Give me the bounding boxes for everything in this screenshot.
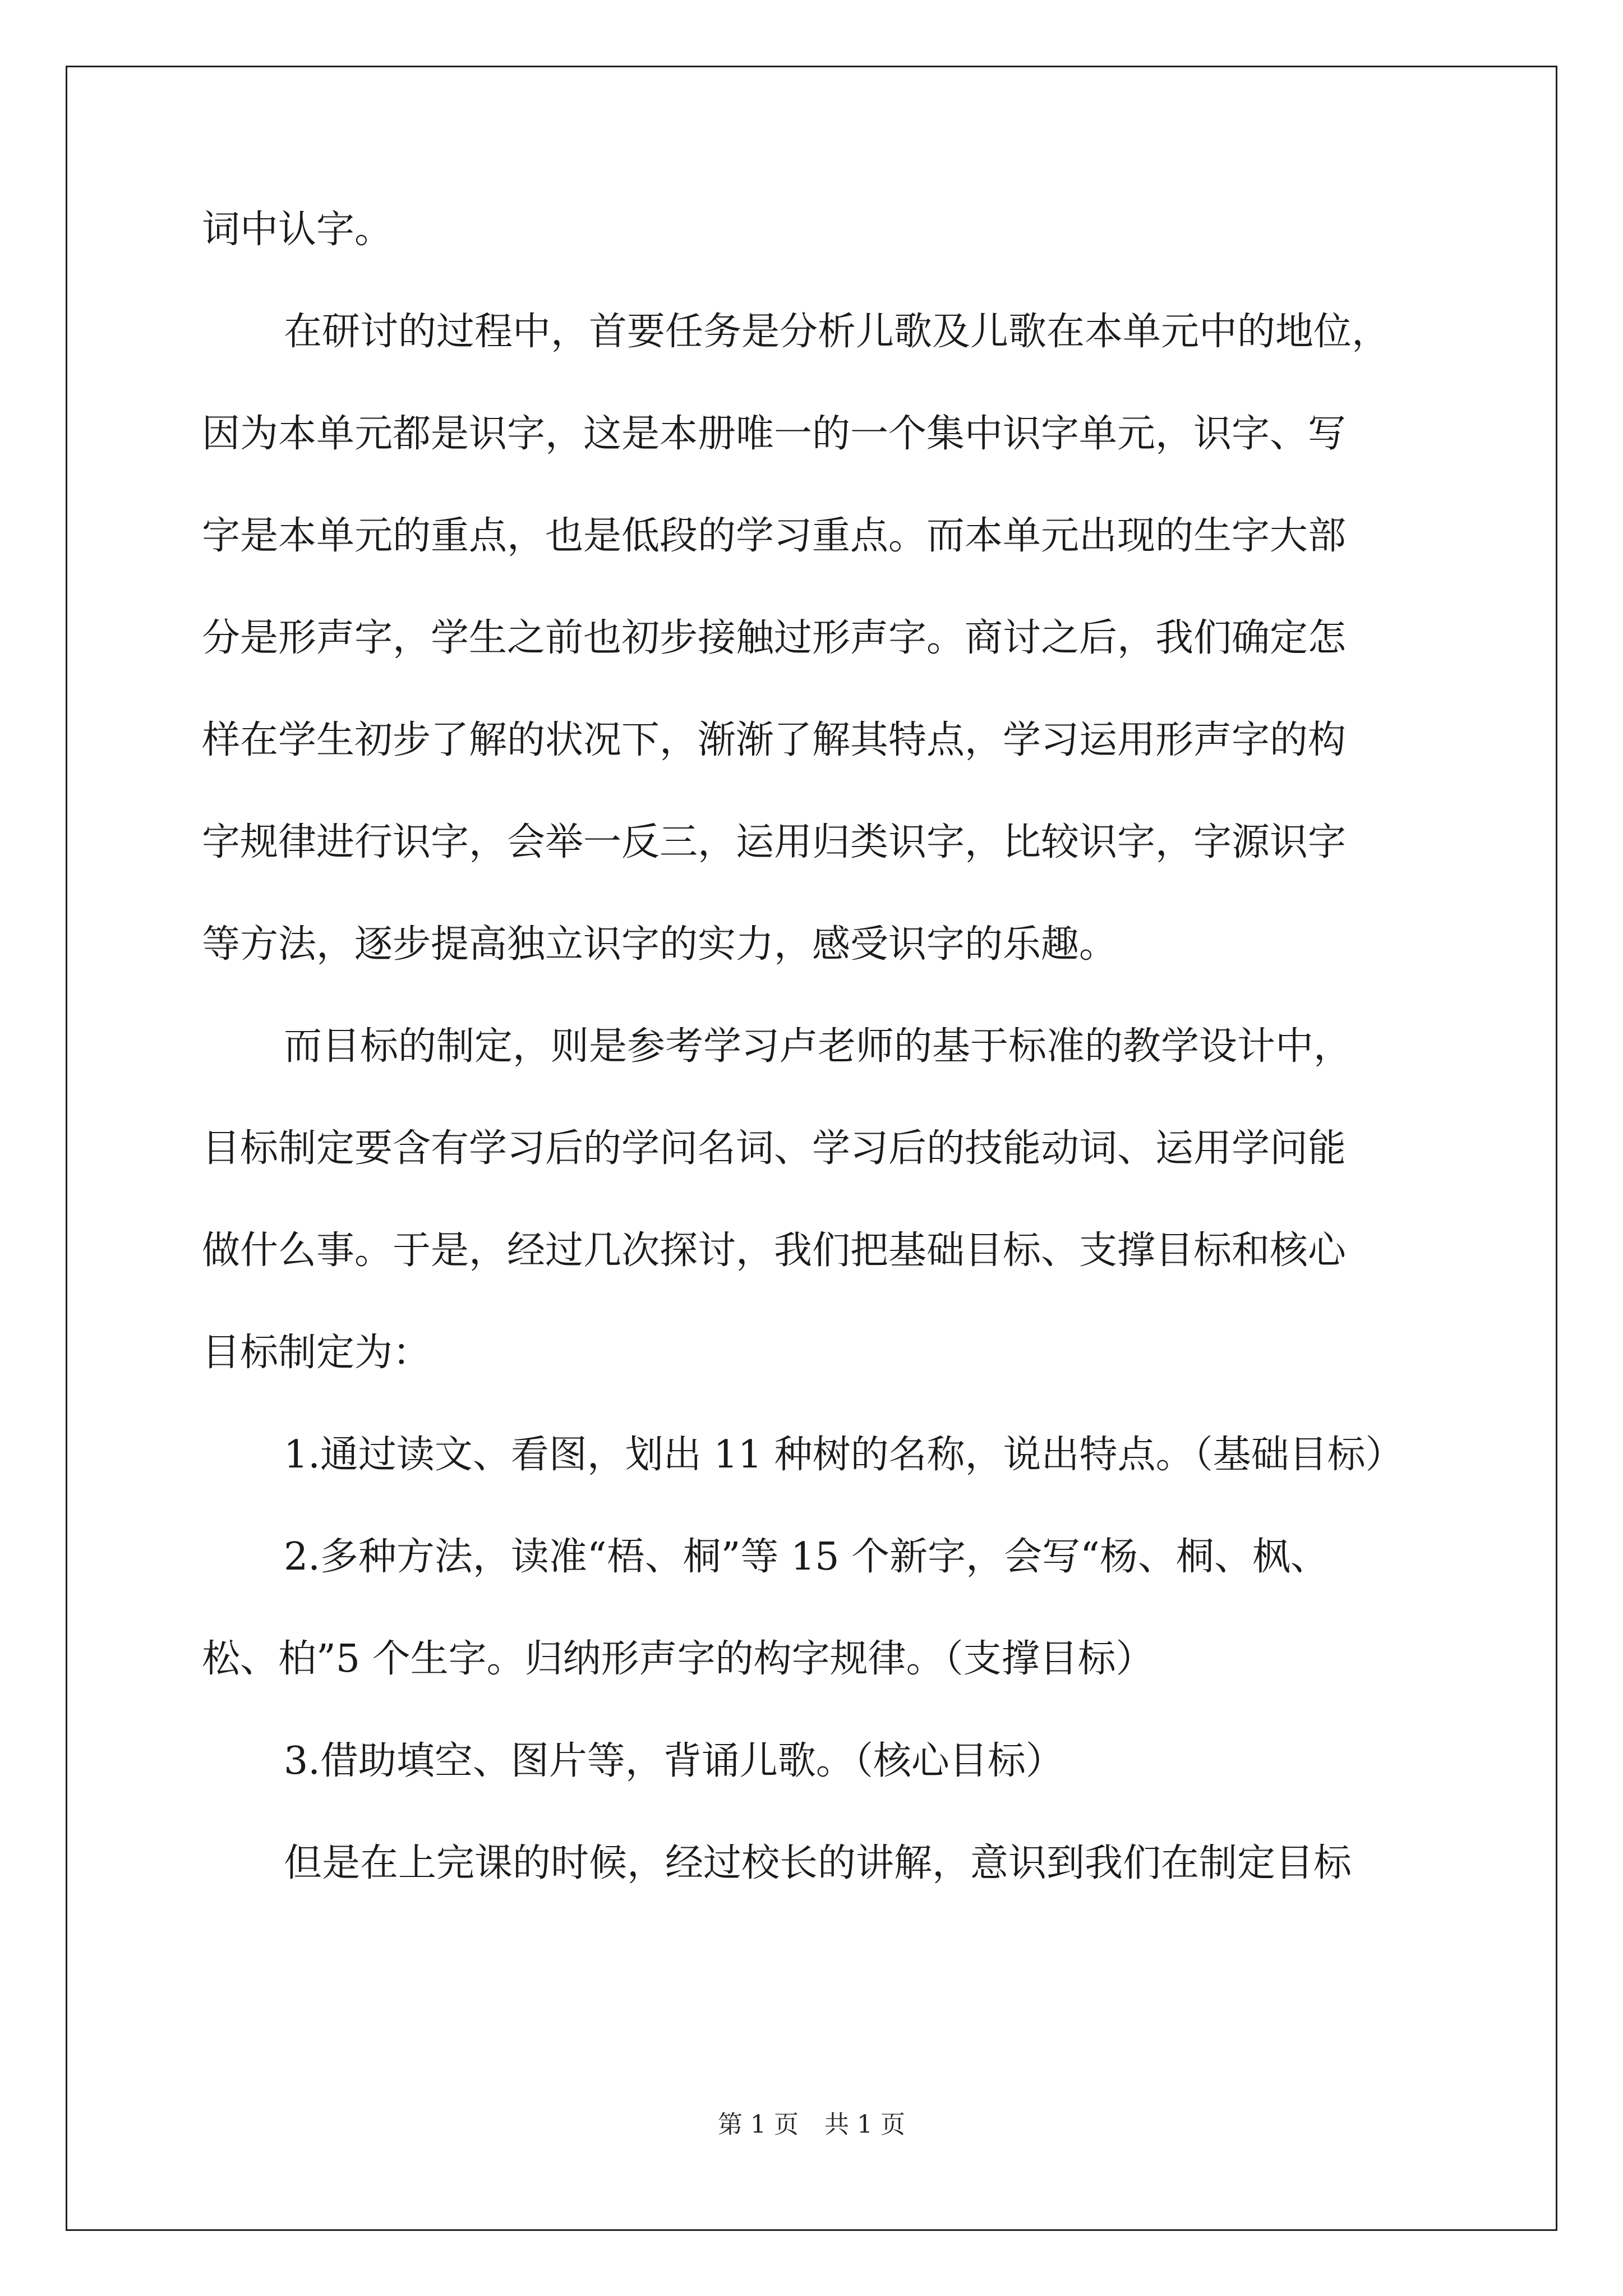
text-line: 字规律进行识字，会举一反三，运用归类识字，比较识字，字源识字: [202, 820, 1347, 864]
list-item-2: 2.多种方法，读准“梧、桐”等 15 个新字，会写“杨、桐、枫、: [284, 1535, 1329, 1579]
list-item-3: 3.借助填空、图片等，背诵儿歌。（核心目标）: [284, 1739, 1064, 1783]
list-item-1: 1.通过读文、看图，划出 11 种树的名称，说出特点。（基础目标）: [284, 1433, 1404, 1477]
page-footer: [0, 2108, 1623, 2142]
page-total: 共 1 页: [824, 2110, 905, 2139]
text-line: 样在学生初步了解的状况下，渐渐了解其特点，学习运用形声字的构: [202, 718, 1347, 762]
text-line: 做什么事。于是，经过几次探讨，我们把基础目标、支撑目标和核心: [202, 1228, 1347, 1273]
text-line: 目标制定要含有学习后的学问名词、学习后的技能动词、运用学问能: [202, 1126, 1347, 1171]
paragraph-start-line: 在研讨的过程中，首要任务是分析儿歌及儿歌在本单元中的地位，: [284, 310, 1390, 354]
paragraph-start-line: 而目标的制定，则是参考学习卢老师的基于标准的教学设计中，: [284, 1024, 1352, 1069]
page-number: 第 1 页: [718, 2110, 799, 2139]
text-line: 等方法，逐步提高独立识字的实力，感受识字的乐趣。: [202, 922, 1118, 967]
text-line: 目标制定为：: [202, 1331, 431, 1375]
text-line: 分是形声字，学生之前也初步接触过形声字。商讨之后，我们确定怎: [202, 616, 1347, 660]
text-line: 词中认字。: [202, 208, 393, 252]
paragraph-start-line: 但是在上完课的时候，经过校长的讲解，意识到我们在制定目标: [284, 1841, 1352, 1885]
text-line: 因为本单元都是识字，这是本册唯一的一个集中识字单元，识字、写: [202, 412, 1347, 456]
text-line: 字是本单元的重点，也是低段的学习重点。而本单元出现的生字大部: [202, 514, 1347, 558]
text-line: 松、柏”5 个生字。归纳形声字的构字规律。（支撑目标）: [202, 1637, 1154, 1681]
